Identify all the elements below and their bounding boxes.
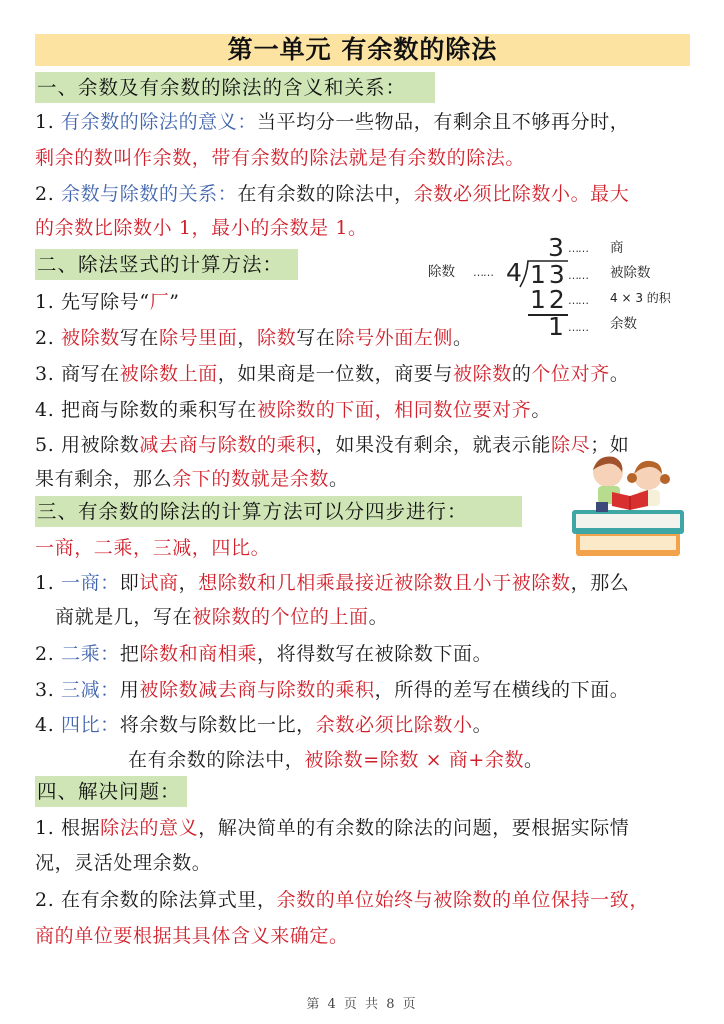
s3-line	[35, 712, 492, 738]
body-text: ”	[169, 291, 180, 313]
dots: ……	[568, 294, 588, 307]
highlight-text: 余数的单位始终与被除数的单位保持一致，	[276, 889, 649, 911]
item-number: 5.	[35, 434, 61, 456]
highlight-text: 除法的意义	[100, 817, 199, 839]
body-text: ；如	[590, 434, 630, 456]
item-number: 3.	[35, 679, 61, 701]
s3-line	[35, 641, 492, 667]
body-text: 商就是几，写在	[55, 606, 193, 628]
body-text: ，如果商是一位数，商要与	[217, 363, 453, 385]
label-quotient: 商	[610, 240, 624, 256]
body-text: 的	[511, 363, 532, 385]
highlight-text: 除数	[257, 327, 297, 349]
section-4-header: 四、解决问题：	[35, 776, 187, 807]
section-3-header: 三、有余数的除法的计算方法可以分四步进行：	[35, 496, 522, 527]
section-3-summary: 一商，二乘，三减，四比。	[35, 537, 271, 559]
body-text: ，所得的差写在横线的下面。	[374, 679, 630, 701]
highlight-text: 除数和商相乘	[139, 643, 257, 665]
body-text: 用被除数	[60, 434, 140, 456]
body-text: 先写除号“	[60, 291, 150, 313]
highlight-text: 厂	[149, 291, 170, 313]
item-number: 1.	[35, 572, 61, 594]
term-label: 四比：	[60, 714, 120, 736]
product-value: 12	[530, 285, 568, 314]
dots: ……	[473, 266, 493, 279]
section-2-header: 二、除法竖式的计算方法：	[35, 249, 298, 280]
section-1-item-1-line-2: 剩余的数叫作余数，带有余数的除法就是有余数的除法。	[35, 147, 526, 169]
highlight-text: 个位对齐	[531, 363, 610, 385]
body-text: 将余数与除数比一比，	[119, 714, 316, 736]
item-number: 1.	[35, 291, 61, 313]
body-text: 况，灵活处理余数。	[35, 852, 212, 874]
term-label: 余数与除数的关系：	[60, 183, 238, 205]
body-text: 。	[531, 399, 551, 421]
s2-line	[35, 397, 551, 423]
children-reading-illustration	[568, 452, 688, 564]
s2-line	[35, 361, 629, 387]
body-text: 写在	[296, 327, 336, 349]
s3-line	[35, 570, 629, 596]
body-text: ，那么	[570, 572, 630, 594]
term-label: 一商：	[60, 572, 120, 594]
body-text: 即	[119, 572, 140, 594]
s4-line	[35, 815, 629, 841]
highlight-text: 被除数	[60, 327, 120, 349]
section-1-item-2-line-1	[35, 181, 629, 207]
body-text: ，如果没有剩余，就表示能	[315, 434, 551, 456]
body-text: 用	[119, 679, 140, 701]
highlight-text: 被除数减去商与除数的乘积	[139, 679, 375, 701]
s2-line	[35, 289, 180, 315]
dividend-value: 13	[530, 260, 568, 289]
label-product: 4 × 3 的积	[610, 291, 671, 305]
highlight-text: 被除数	[453, 363, 512, 385]
s3-line	[128, 747, 544, 773]
s2-line	[35, 466, 349, 492]
item-number: 2.	[35, 889, 61, 911]
item-number: 4.	[35, 399, 61, 421]
term-label: 二乘：	[60, 643, 120, 665]
item-number: 2.	[35, 183, 55, 205]
item-number: 2.	[35, 327, 61, 349]
highlight-text: 被除数的个位的上面	[192, 606, 369, 628]
body-text: 把商与除数的乘积写在	[60, 399, 257, 421]
label-divisor: 除数	[428, 264, 455, 280]
body-text: ，解决简单的有余数的除法的问题，要根据实际情	[198, 817, 630, 839]
body-text: ，	[237, 327, 257, 349]
remainder-value: 1	[548, 312, 564, 341]
item-text: 在有余数的除法中，	[237, 183, 414, 205]
section-1-item-2-line-2: 的余数比除数小 1，最小的余数是 1。	[35, 217, 368, 239]
item-number: 2.	[35, 643, 61, 665]
item-number: 3.	[35, 363, 61, 385]
s4-line	[35, 850, 211, 876]
body-text: 在有余数的除法中，	[128, 749, 305, 771]
s3-line	[35, 677, 629, 703]
body-text: 商写在	[60, 363, 120, 385]
dots: ……	[568, 321, 588, 334]
highlight-text: 被除数上面	[119, 363, 218, 385]
highlight-text: 被除数=除数 × 商+余数	[304, 749, 525, 771]
highlight-text: 试商	[139, 572, 179, 594]
s4-line	[35, 923, 349, 949]
section-1-item-1-line-1	[35, 109, 629, 135]
item-number: 1.	[35, 817, 61, 839]
highlight-text: 余下的数就是余数	[172, 468, 330, 490]
s4-line	[35, 887, 649, 913]
label-dividend: 被除数	[610, 265, 651, 281]
body-text: 。	[524, 749, 544, 771]
body-text: 。	[609, 363, 630, 385]
body-text: 。	[472, 714, 493, 736]
highlight-text: 除尽	[550, 434, 591, 456]
section-1-header: 一、余数及有余数的除法的含义和关系：	[35, 72, 435, 103]
highlight-text: 除号里面	[158, 327, 238, 349]
highlight-text: 想除数和几相乘最接近被除数且小于被除数	[198, 572, 571, 594]
body-text: 在有余数的除法算式里，	[60, 889, 277, 911]
page-title: 第一单元 有余数的除法	[35, 34, 690, 66]
item-number: 4.	[35, 714, 61, 736]
body-text: ，	[178, 572, 199, 594]
highlight-text: 余数必须比除数小	[315, 714, 473, 736]
body-text: 。	[453, 327, 473, 349]
page-number: 第 4 页 共 8 页	[306, 997, 418, 1012]
highlight-text: 被除数的下面，相同数位要对齐	[256, 399, 532, 421]
body-text: 根据	[60, 817, 101, 839]
divisor-value: 4	[506, 258, 522, 287]
quotient-value: 3	[548, 233, 564, 262]
term-label: 三减：	[60, 679, 120, 701]
item-text-highlight: 余数必须比除数小。最大	[413, 183, 630, 205]
body-text: 。	[368, 606, 389, 628]
dots: ……	[568, 269, 588, 282]
term-label: 有余数的除法的意义：	[60, 111, 257, 133]
dots: ……	[568, 242, 588, 255]
s3-line	[55, 604, 388, 630]
label-remainder: 余数	[610, 316, 637, 332]
body-text: 把	[119, 643, 140, 665]
item-text: 当平均分一些物品，有剩余且不够再分时，	[256, 111, 630, 133]
highlight-text: 除号外面左侧	[335, 327, 454, 349]
item-number: 1.	[35, 111, 55, 133]
body-text: ，将得数写在被除数下面。	[257, 643, 493, 665]
s2-line	[35, 432, 629, 458]
long-division-diagram	[400, 232, 700, 342]
body-text: 。	[329, 468, 349, 490]
body-text: 果有剩余，那么	[35, 468, 173, 490]
highlight-text: 商的单位要根据其具体含义来确定。	[35, 925, 349, 947]
highlight-text: 减去商与除数的乘积	[139, 434, 316, 456]
body-text: 写在	[119, 327, 159, 349]
